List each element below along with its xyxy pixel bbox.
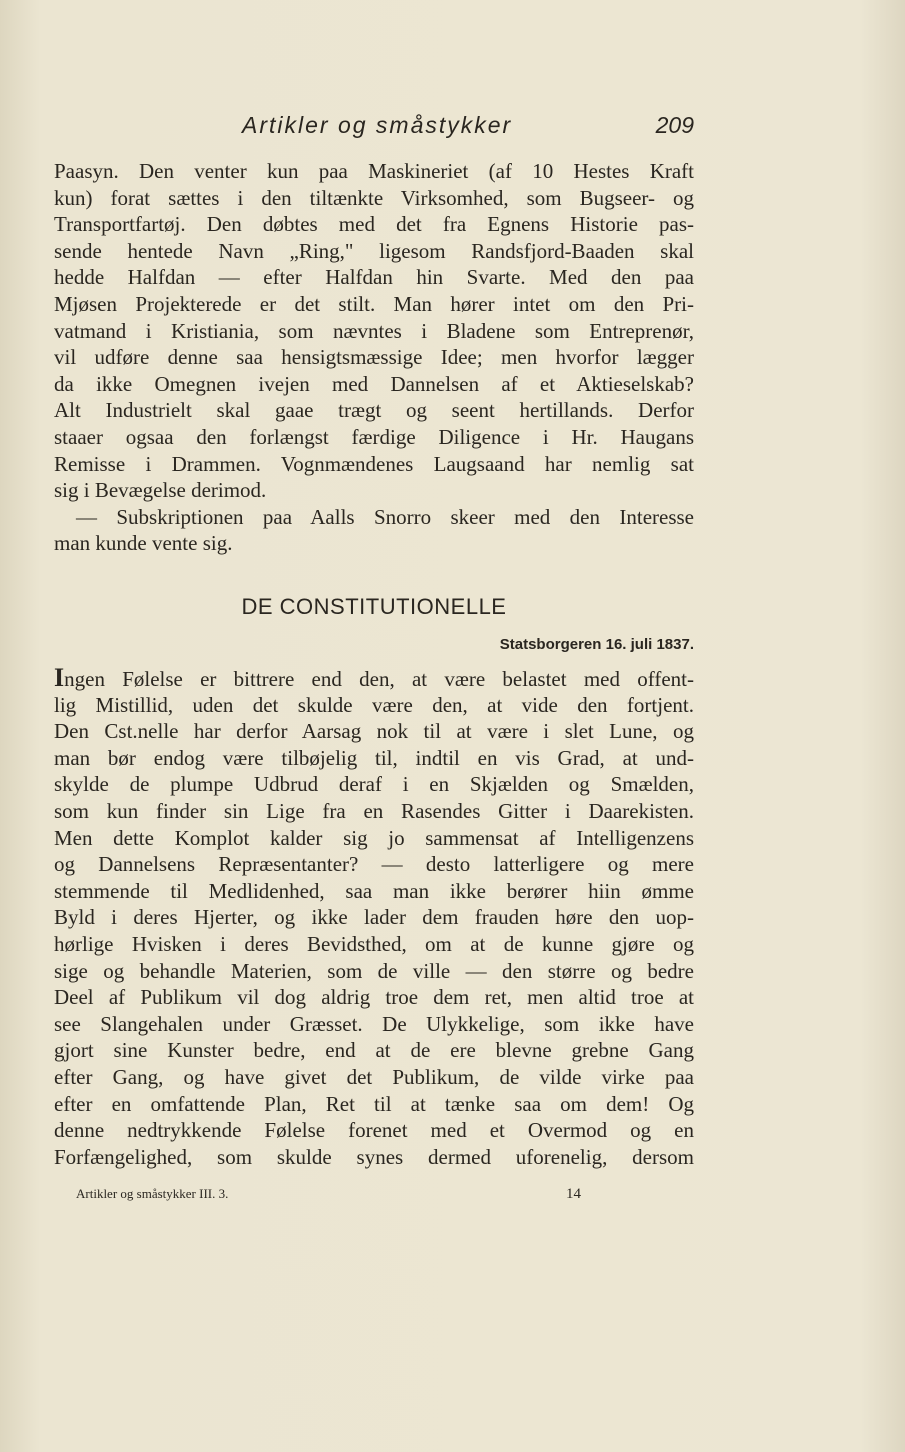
running-header	[54, 112, 694, 142]
text-line: Paasyn. Den venter kun paa Maskineriet (af 10 Hestes Kraft	[54, 159, 694, 183]
text-line: da ikke Omegnen ivejen med Dannelsen af et Aktieselskab?	[54, 371, 694, 396]
text-line: man kunde vente sig.	[54, 531, 233, 556]
text-line: skylde de plumpe Udbrud deraf i en Skjælden og Smælden,	[54, 772, 694, 797]
text-line: lig Mistillid, uden det skulde være den, at vide den fortjent.	[54, 692, 694, 717]
text-line: Alt Industrielt skal gaae trægt og seent hertillands. Derfor	[54, 398, 694, 423]
text-line: vil udføre denne saa hensigtsmæssige Idee; men hvorfor lægger	[54, 345, 694, 370]
text-line: stemmende til Medlidenhed, saa man ikke berører hiin ømme	[54, 878, 694, 903]
text-line: sige og behandle Materien, som de ville — den større og bedre	[54, 958, 694, 983]
drop-cap: I	[54, 663, 65, 692]
text-line: Deel af Publikum vil dog aldrig troe dem ret, men altid troe at	[54, 985, 694, 1010]
text-line: man bør endog være tilbøjelig til, indtil en vis Grad, at und-	[54, 745, 694, 770]
text-line: staaer ogsaa den forlængst færdige Diligence i Hr. Haugans	[54, 424, 694, 449]
text-line: og Dannelsens Repræsentanter? — desto latterligere og mere	[54, 852, 694, 877]
text-line: Byld i deres Hjerter, og ikke lader dem frauden høre den uop-	[54, 905, 694, 930]
source-citation: Statsborgeren 16. juli 1837.	[499, 636, 694, 653]
text-line: Remisse i Drammen. Vognmændenes Laugsaand har nemlig sat	[54, 451, 694, 476]
text-line: — Subskriptionen paa Aalls Snorro skeer med den Interesse	[76, 504, 694, 529]
running-title: Artikler og småstykker	[242, 112, 513, 138]
text-line: hedde Halfdan — efter Halfdan hin Svarte. Med den paa	[54, 265, 694, 290]
text-line: sende hentede Navn „Ring," ligesom Randsfjord-Baaden skal	[54, 238, 694, 263]
text-line: Transportfartøj. Den døbtes med det fra Egnens Historie pas-	[54, 212, 694, 237]
text-line: gjort sine Kunster bedre, end at de ere blevne grebne Gang	[54, 1038, 694, 1063]
footer-sheet-number: 14	[566, 1186, 581, 1202]
page-footer	[76, 1186, 676, 1206]
text-line: denne nedtrykkende Følelse forenet med et Overmod og en	[54, 1118, 694, 1143]
text-line: vatmand i Kristiania, som nævntes i Bladene som Entreprenør,	[54, 318, 694, 343]
article-text	[54, 665, 694, 1170]
text-line: sig i Bevægelse derimod.	[54, 478, 267, 503]
text-line: efter Gang, og have givet det Publikum, de vilde virke paa	[54, 1064, 694, 1089]
text-line: Men dette Komplot kalder sig jo sammensat af Intelligenzens	[54, 825, 694, 850]
text-line: Forfængelighed, som skulde synes dermed uforenelig, dersom	[54, 1144, 694, 1169]
continued-text	[54, 158, 694, 557]
article-first-line	[54, 665, 694, 692]
text-line: som kun finder sin Lige fra en Rasendes Gitter i Daarekisten.	[54, 798, 694, 823]
text-line: Mjøsen Projekterede er det stilt. Man hører intet om den Pri-	[54, 291, 694, 316]
text-line: hørlige Hvisken i deres Bevidsthed, om at de kunne gjøre og	[54, 931, 694, 956]
section-heading: DE CONSTITUTIONELLE	[241, 594, 507, 619]
page-number: 209	[655, 112, 694, 138]
text-line: efter en omfattende Plan, Ret til at tænke saa om dem! Og	[54, 1091, 694, 1116]
text-line: see Slangehalen under Græsset. De Ulykkelige, som ikke have	[54, 1011, 694, 1036]
text-line: Den Cst.nelle har derfor Aarsag nok til at være i slet Lune, og	[54, 719, 694, 744]
first-line-text: ngen Følelse er bittrere end den, at være belastet med offent-	[64, 667, 694, 691]
footer-signature: Artikler og småstykker III. 3.	[76, 1186, 229, 1201]
text-line: kun) forat sættes i den tiltænkte Virksomhed, som Bugseer- og	[54, 185, 694, 210]
